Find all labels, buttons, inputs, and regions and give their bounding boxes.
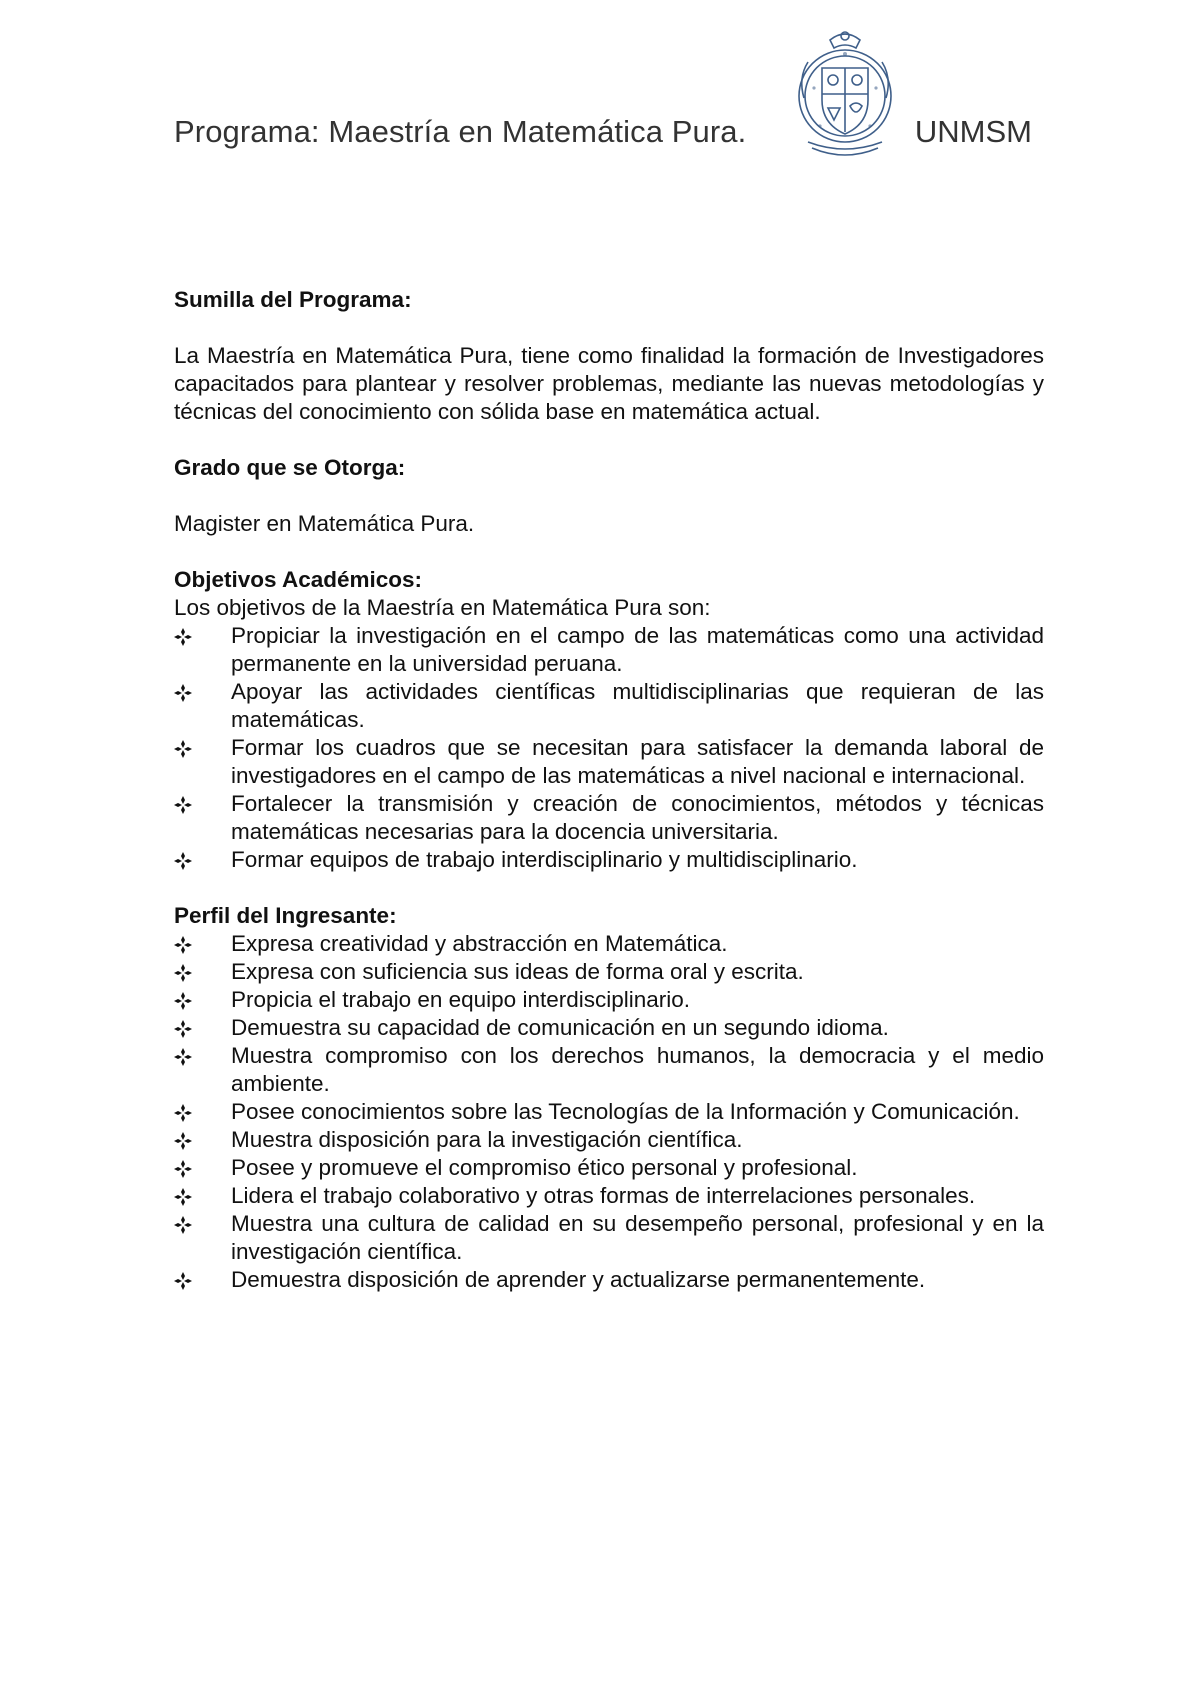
list-item: Demuestra disposición de aprender y actualizarse permanentemente. <box>174 1266 1044 1294</box>
diamond-bullet-icon <box>174 684 192 702</box>
list-item: Apoyar las actividades científicas multidisciplinarias que requieran de las matemáticas. <box>174 678 1044 734</box>
university-seal-icon <box>790 28 900 162</box>
diamond-bullet-icon <box>174 1048 192 1066</box>
document-body <box>174 286 1044 1294</box>
diamond-bullet-icon <box>174 1272 192 1290</box>
list-item: Formar equipos de trabajo interdisciplinario y multidisciplinario. <box>174 846 1044 874</box>
diamond-bullet-icon <box>174 936 192 954</box>
diamond-bullet-icon <box>174 852 192 870</box>
perfil-list <box>174 930 1044 1294</box>
list-item: Posee y promueve el compromiso ético personal y profesional. <box>174 1154 1044 1182</box>
perfil-heading: Perfil del Ingresante: <box>174 903 397 928</box>
diamond-bullet-icon <box>174 964 192 982</box>
objetivos-intro: Los objetivos de la Maestría en Matemática Pura son: <box>174 595 711 620</box>
list-item: Propicia el trabajo en equipo interdisciplinario. <box>174 986 1044 1014</box>
list-item: Expresa con suficiencia sus ideas de forma oral y escrita. <box>174 958 1044 986</box>
list-item: Muestra disposición para la investigación científica. <box>174 1126 1044 1154</box>
list-item: Fortalecer la transmisión y creación de conocimientos, métodos y técnicas matemáticas necesarias para la docencia universitaria. <box>174 790 1044 846</box>
page-header <box>174 28 1040 168</box>
diamond-bullet-icon <box>174 992 192 1010</box>
list-item: Formar los cuadros que se necesitan para satisfacer la demanda laboral de investigadores en el campo de las matemáticas a nivel nacional e internacional. <box>174 734 1044 790</box>
diamond-bullet-icon <box>174 1188 192 1206</box>
diamond-bullet-icon <box>174 740 192 758</box>
diamond-bullet-icon <box>174 1216 192 1234</box>
objetivos-list <box>174 622 1044 874</box>
diamond-bullet-icon <box>174 628 192 646</box>
list-item: Muestra una cultura de calidad en su desempeño personal, profesional y en la investigación científica. <box>174 1210 1044 1266</box>
program-title: Programa: Maestría en Matemática Pura. <box>174 114 747 149</box>
diamond-bullet-icon <box>174 1132 192 1150</box>
list-item: Demuestra su capacidad de comunicación en un segundo idioma. <box>174 1014 1044 1042</box>
diamond-bullet-icon <box>174 796 192 814</box>
list-item: Lidera el trabajo colaborativo y otras formas de interrelaciones personales. <box>174 1182 1044 1210</box>
list-item: Propiciar la investigación en el campo de las matemáticas como una actividad permanente en la universidad peruana. <box>174 622 1044 678</box>
university-name: UNMSM <box>914 114 1032 149</box>
list-item: Posee conocimientos sobre las Tecnologías de la Información y Comunicación. <box>174 1098 1044 1126</box>
sumilla-heading: Sumilla del Programa: <box>174 287 412 312</box>
diamond-bullet-icon <box>174 1104 192 1122</box>
grado-heading: Grado que se Otorga: <box>174 455 406 480</box>
objetivos-heading: Objetivos Académicos: <box>174 567 422 592</box>
diamond-bullet-icon <box>174 1160 192 1178</box>
diamond-bullet-icon <box>174 1020 192 1038</box>
list-item: Muestra compromiso con los derechos humanos, la democracia y el medio ambiente. <box>174 1042 1044 1098</box>
sumilla-text: La Maestría en Matemática Pura, tiene como finalidad la formación de Investigadores capacitados para plantear y resolver problemas, mediante las nuevas metodologías y técnicas del conocimiento con sólida base en matemática actual. <box>174 343 1044 424</box>
list-item: Expresa creatividad y abstracción en Matemática. <box>174 930 1044 958</box>
grado-text: Magister en Matemática Pura. <box>174 511 475 536</box>
